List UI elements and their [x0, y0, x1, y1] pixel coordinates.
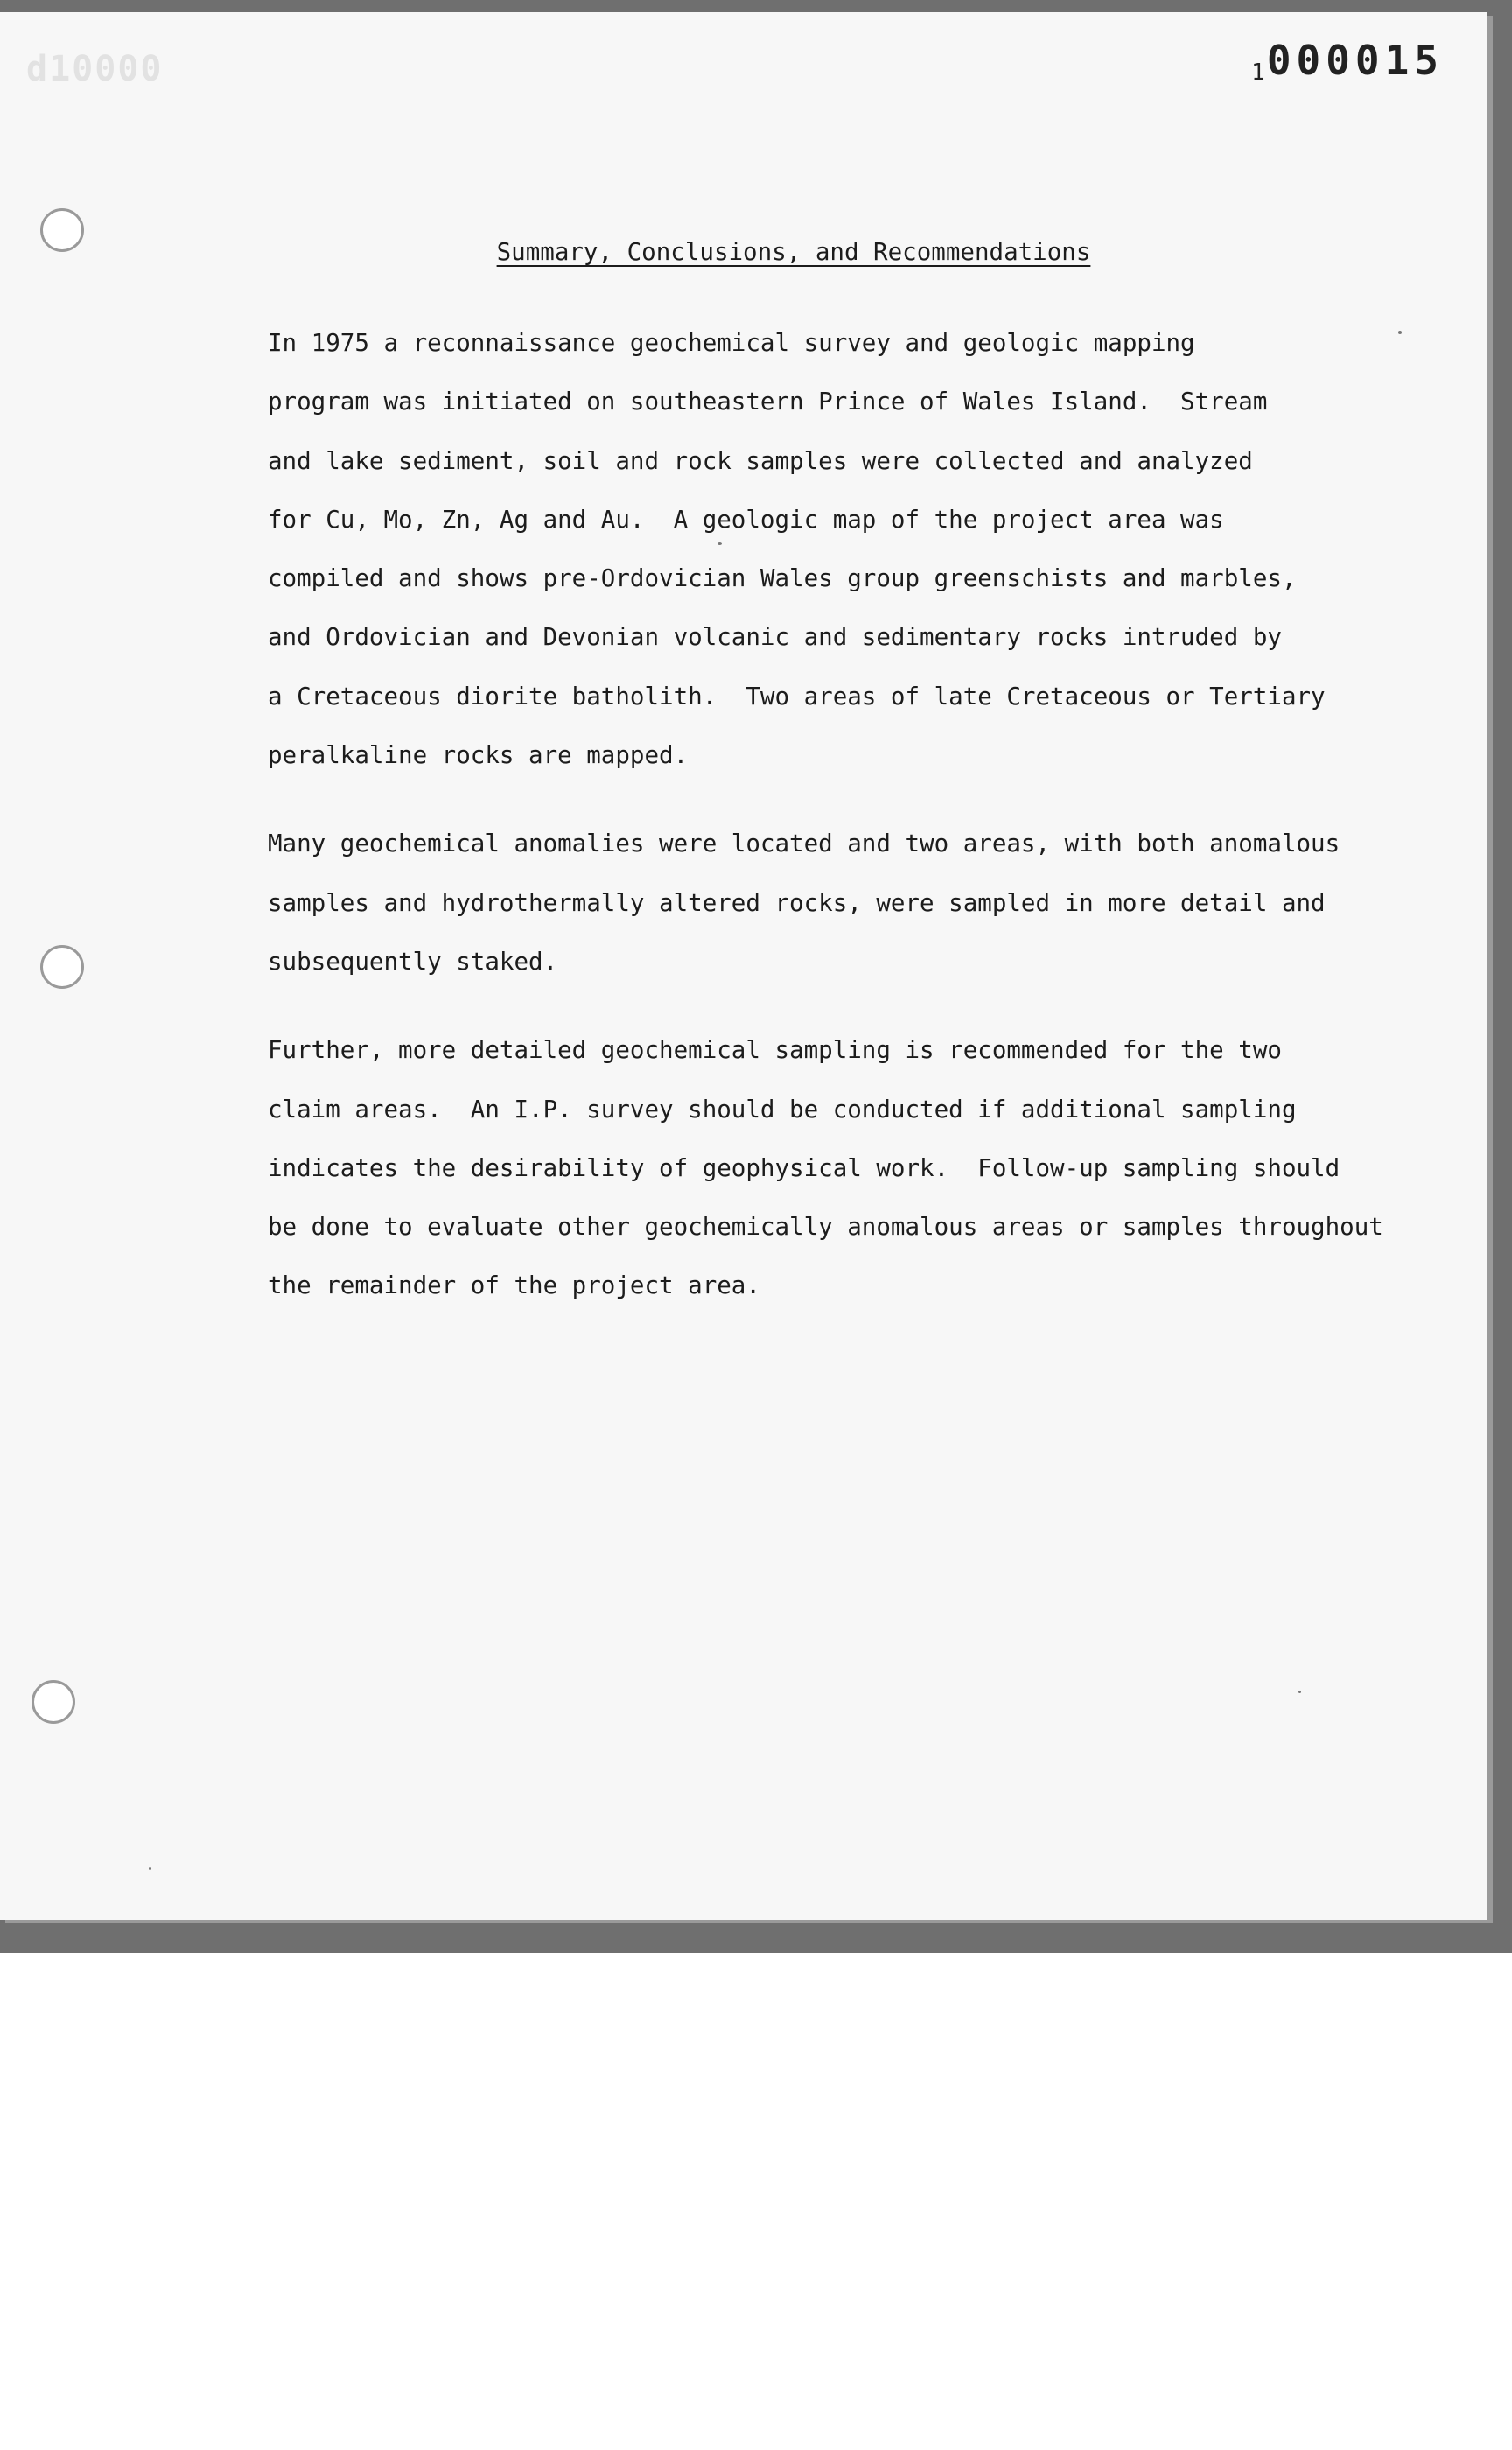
- text-line: program was initiated on southeastern Prince of Wales Island. Stream: [268, 388, 1268, 416]
- paragraph-summary: [268, 326, 1458, 796]
- text-line: and Ordovician and Devonian volcanic and sedimentary rocks intruded by: [268, 623, 1282, 652]
- scan-speck: [1298, 1690, 1301, 1693]
- page-number-stamp: [1251, 37, 1444, 86]
- text-line: for Cu, Mo, Zn, Ag and Au. A geologic map of the project area was: [268, 505, 1224, 534]
- text-line: the remainder of the project area.: [268, 1271, 760, 1300]
- paragraph-conclusions: [268, 826, 1458, 1003]
- paragraph-recommendations: [268, 1032, 1458, 1326]
- text-line: a Cretaceous diorite batholith. Two areas of late Cretaceous or Tertiary: [268, 682, 1326, 710]
- text-line: and lake sediment, soil and rock samples were collected and analyzed: [268, 446, 1253, 475]
- text-line: claim areas. An I.P. survey should be conducted if additional sampling: [268, 1095, 1297, 1124]
- text-line: subsequently staked.: [268, 947, 558, 976]
- text-line: compiled and shows pre-Ordovician Wales group greenschists and marbles,: [268, 564, 1297, 593]
- scan-speck: [1398, 331, 1402, 334]
- text-line: Many geochemical anomalies were located and two areas, with both anomalous: [268, 830, 1340, 858]
- text-line: indicates the desirability of geophysical work. Follow-up sampling should: [268, 1153, 1340, 1182]
- punch-hole-middle: [40, 945, 84, 989]
- document-title: Summary, Conclusions, and Recommendations: [496, 238, 1091, 266]
- text-line: peralkaline rocks are mapped.: [268, 741, 689, 770]
- text-line: Further, more detailed geochemical sampling is recommended for the two: [268, 1036, 1282, 1065]
- document-sheet: [0, 12, 1488, 1920]
- text-line: In 1975 a reconnaissance geochemical survey and geologic mapping: [268, 329, 1195, 357]
- text-line: samples and hydrothermally altered rocks, were sampled in more detail and: [268, 888, 1326, 917]
- page-stamp-prefix: 1: [1251, 60, 1265, 86]
- page-stamp-faint: d10000: [26, 49, 164, 89]
- text-line: be done to evaluate other geochemically anomalous areas or samples throughout: [268, 1213, 1383, 1242]
- punch-hole-bottom: [32, 1680, 75, 1724]
- page-stamp-number: 000015: [1266, 37, 1444, 84]
- scan-speck: [149, 1867, 151, 1870]
- document-body: [268, 326, 1458, 1357]
- scan-speck: [718, 542, 722, 545]
